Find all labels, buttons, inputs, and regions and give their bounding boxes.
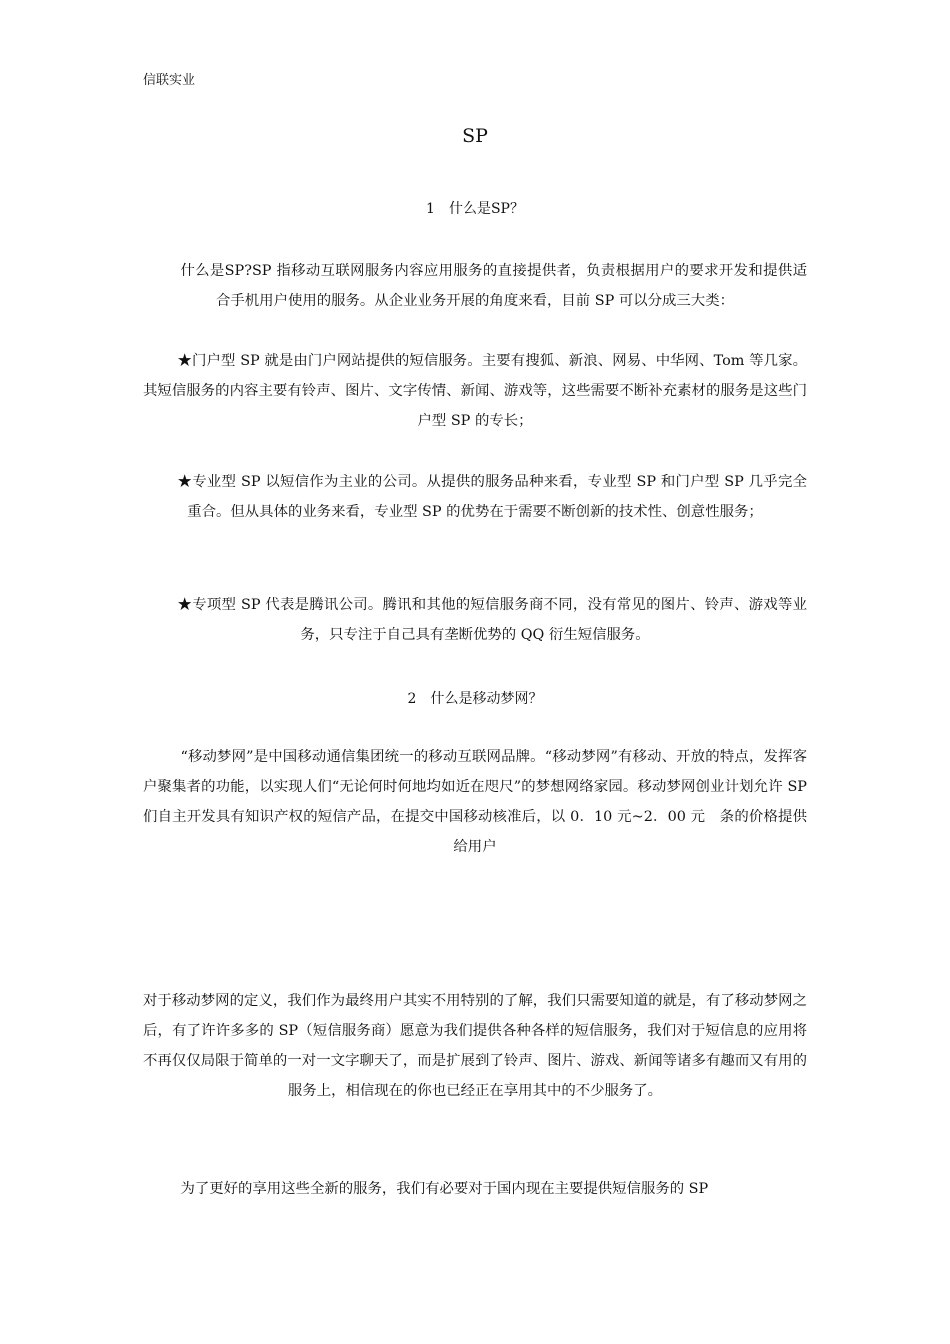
paragraph-special-sp: ★专项型 SP 代表是腾讯公司。腾讯和其他的短信服务商不同，没有常见的图片、铃声、游戏等业务，只专注于自己具有垄断优势的 QQ 衍生短信服务。 (177, 597, 807, 643)
section-2-heading: 2 什么是移动梦网？ (407, 691, 543, 707)
paragraph-portal-sp: ★门户型 SP 就是由门户网站提供的短信服务。主要有搜狐、新浪、网易、中华网、Tom 等几家。其短信服务的内容主要有铃声、图片、文字传情、新闻、游戏等，这些需要不断补充素材的服务是这些门户型 SP 的专长； (143, 353, 807, 429)
section-1-heading: 1 什么是SP？ (426, 201, 524, 217)
document-title: SP (462, 125, 488, 147)
paragraph-monternet: “移动梦网”是中国移动通信集团统一的移动互联网品牌。“移动梦网”有移动、开放的特点，发挥客户聚集者的功能，以实现人们“无论何时何地均如近在咫尺”的梦想网络家园。移动梦网创业计划允许 SP 们自主开发具有知识产权的短信产品，在提交中国移动核准后，以 0．10 元~2．00 元 条的价格提供给用户 (143, 749, 807, 855)
page-header: 信联实业 (143, 73, 196, 88)
paragraph-sp-definition: 什么是SP?SP 指移动互联网服务内容应用服务的直接提供者，负责根据用户的要求开发和提供适合手机用户使用的服务。从企业业务开展的角度来看，目前 SP 可以分成三大类： (180, 263, 807, 309)
paragraph-professional-sp: ★专业型 SP 以短信作为主业的公司。从提供的服务品种来看，专业型 SP 和门户型 SP 几乎完全重合。但从具体的业务来看，专业型 SP 的优势在于需要不断创新的技术性、创意性服务； (177, 474, 807, 520)
paragraph-sp-intro: 为了更好的享用这些全新的服务，我们有必要对于国内现在主要提供短信服务的 SP (180, 1181, 709, 1197)
paragraph-monternet-usage: 对于移动梦网的定义，我们作为最终用户其实不用特别的了解，我们只需要知道的就是，有了移动梦网之后，有了许许多多的 SP（短信服务商）愿意为我们提供各种各样的短信服务，我们对于短信息的应用将不再仅仅局限于简单的一对一文字聊天了，而是扩展到了铃声、图片、游戏、新闻等诸多有趣而又有用的服务上，相信现在的你也已经正在享用其中的不少服务了。 (143, 993, 807, 1099)
